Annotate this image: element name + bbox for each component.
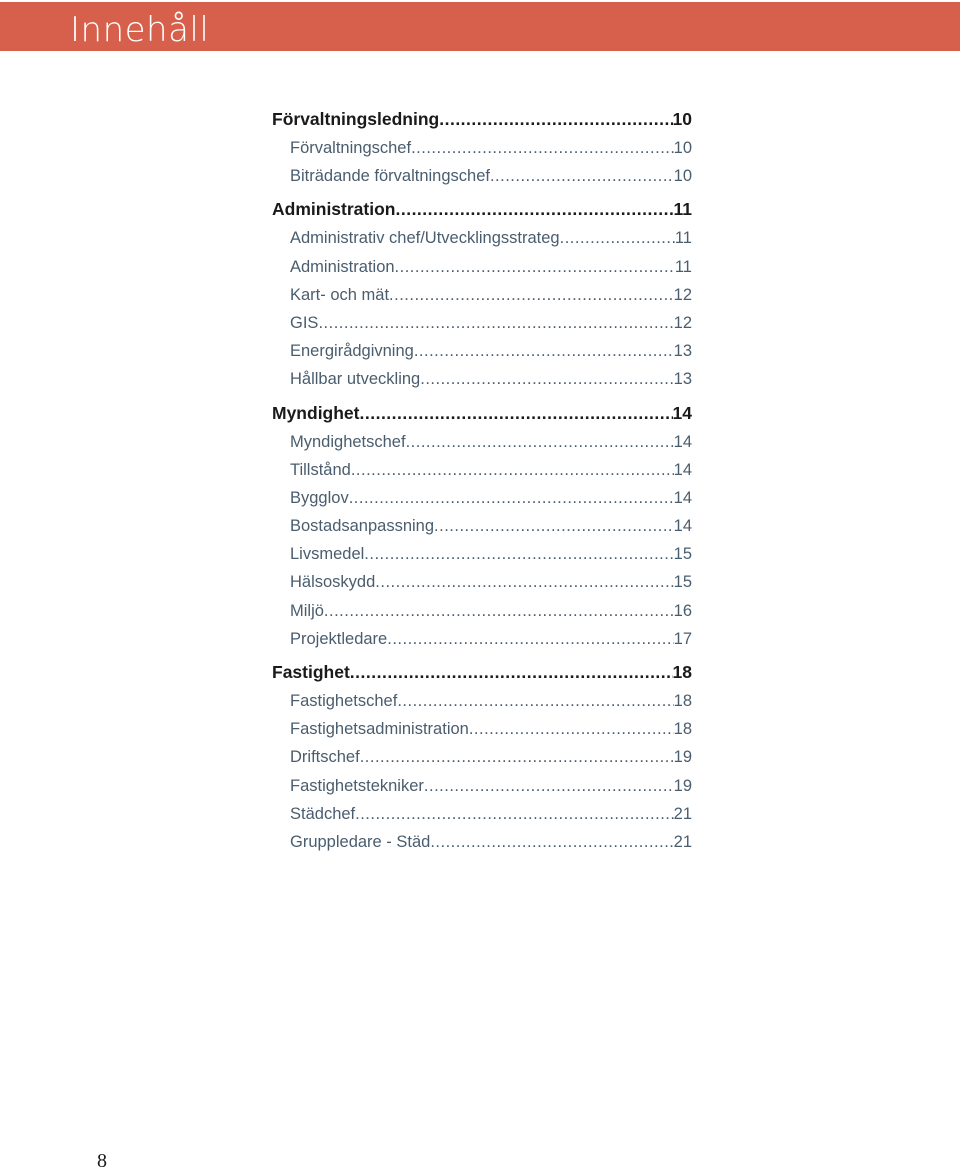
toc-page: 10 <box>673 167 692 186</box>
toc-leader <box>469 715 674 743</box>
toc-item[interactable] <box>272 309 692 337</box>
toc-leader <box>420 365 673 393</box>
toc-item[interactable] <box>272 625 692 653</box>
header-bar <box>0 2 960 51</box>
toc-page: 13 <box>673 370 692 389</box>
toc-leader <box>387 625 673 653</box>
toc-label: Driftschef <box>290 748 360 767</box>
toc-label: Bostadsanpassning <box>290 517 435 536</box>
toc-leader <box>430 828 673 856</box>
toc-page: 14 <box>673 517 692 536</box>
toc-page: 11 <box>674 257 692 276</box>
toc-label: Administration <box>272 199 396 220</box>
toc-leader <box>349 484 674 512</box>
toc-label: Myndighet <box>272 402 360 423</box>
toc-label: Fastighetsadministration <box>290 720 469 739</box>
toc-item[interactable] <box>272 456 692 484</box>
toc-leader <box>318 309 673 337</box>
toc-leader <box>355 800 674 828</box>
toc-leader <box>434 512 674 540</box>
toc-page: 15 <box>673 573 692 592</box>
toc-leader <box>395 253 675 281</box>
toc-label: Gruppledare - Städ <box>290 832 431 851</box>
toc-label: Miljö <box>290 601 324 620</box>
toc-item[interactable] <box>272 828 692 856</box>
toc-page: 10 <box>673 139 692 157</box>
toc-label: GIS <box>290 313 319 332</box>
toc-label: Hälsoskydd <box>290 573 376 592</box>
toc-label: Fastighetschef <box>290 692 398 710</box>
page-title: Innehåll <box>70 10 210 50</box>
toc-page: 19 <box>673 748 692 767</box>
toc-section[interactable] <box>272 657 692 687</box>
toc-leader <box>389 281 674 309</box>
toc-item[interactable] <box>272 337 692 365</box>
toc-leader <box>490 162 674 190</box>
toc-label: Projektledare <box>290 629 388 648</box>
toc-label: Bygglov <box>290 488 349 507</box>
toc-page: 11 <box>673 199 692 220</box>
toc-page: 18 <box>673 720 692 739</box>
toc-label: Kart- och mät <box>290 285 390 304</box>
toc-label: Energirådgivning <box>290 342 414 361</box>
toc-label: Administrativ chef/Utvecklingsstrateg <box>290 229 560 248</box>
page-number: 8 <box>97 1150 107 1172</box>
toc-leader <box>364 540 673 568</box>
toc-page: 14 <box>673 488 692 507</box>
toc-leader <box>424 772 674 800</box>
toc-page: 12 <box>673 285 692 304</box>
toc-label: Förvaltningschef <box>290 139 412 157</box>
toc-item[interactable] <box>272 224 692 252</box>
toc-leader <box>411 134 674 162</box>
toc-section[interactable] <box>272 398 692 428</box>
toc-item[interactable] <box>272 687 692 715</box>
toc-page: 12 <box>673 313 692 332</box>
toc-page: 15 <box>673 545 692 564</box>
toc-page: 10 <box>672 109 692 129</box>
toc-label: Biträdande förvaltningschef <box>290 167 490 186</box>
toc-page: 16 <box>673 601 692 620</box>
toc-page: 21 <box>673 832 692 851</box>
toc-item[interactable] <box>272 281 692 309</box>
toc-leader <box>406 428 674 456</box>
toc-item[interactable] <box>272 512 692 540</box>
toc-item[interactable] <box>272 597 692 625</box>
toc-page: 13 <box>673 342 692 361</box>
toc-leader <box>397 687 673 715</box>
toc-label: Fastighetstekniker <box>290 776 424 795</box>
toc-label: Förvaltningsledning <box>272 109 440 129</box>
toc-leader <box>439 104 672 134</box>
toc-label: Myndighetschef <box>290 432 406 451</box>
toc-page: 14 <box>673 432 692 451</box>
toc-label: Tillstånd <box>290 460 351 479</box>
toc-label: Administration <box>290 257 395 276</box>
toc-page: 11 <box>674 229 692 248</box>
toc-item[interactable] <box>272 715 692 743</box>
toc-label: Hållbar utveckling <box>290 370 421 389</box>
toc-leader <box>375 568 673 596</box>
toc-leader <box>414 337 674 365</box>
toc-leader <box>560 224 675 252</box>
toc-label: Fastighet <box>272 662 350 682</box>
toc-item[interactable] <box>272 365 692 393</box>
toc-page: 17 <box>673 629 692 648</box>
toc-label: Städchef <box>290 804 356 823</box>
toc-item[interactable] <box>272 162 692 190</box>
toc-item[interactable] <box>272 253 692 281</box>
toc-page: 18 <box>672 662 692 682</box>
toc-item[interactable] <box>272 568 692 596</box>
toc-leader <box>324 597 674 625</box>
toc-leader <box>360 398 673 428</box>
toc-leader <box>351 456 674 484</box>
toc-item[interactable] <box>272 540 692 568</box>
toc-section[interactable] <box>272 194 692 224</box>
toc-page: 14 <box>672 402 692 423</box>
toc-item[interactable] <box>272 772 692 800</box>
table-of-contents <box>272 104 692 856</box>
toc-item[interactable] <box>272 134 692 162</box>
toc-section[interactable] <box>272 104 692 134</box>
toc-page: 21 <box>673 804 692 823</box>
toc-page: 18 <box>673 692 692 710</box>
toc-item[interactable] <box>272 743 692 771</box>
toc-label: Livsmedel <box>290 545 365 564</box>
toc-page: 14 <box>673 460 692 479</box>
toc-page: 19 <box>673 776 692 795</box>
toc-leader <box>395 194 673 224</box>
toc-item[interactable] <box>272 428 692 456</box>
toc-leader <box>360 743 674 771</box>
toc-item[interactable] <box>272 800 692 828</box>
toc-item[interactable] <box>272 484 692 512</box>
toc-leader <box>350 657 673 687</box>
